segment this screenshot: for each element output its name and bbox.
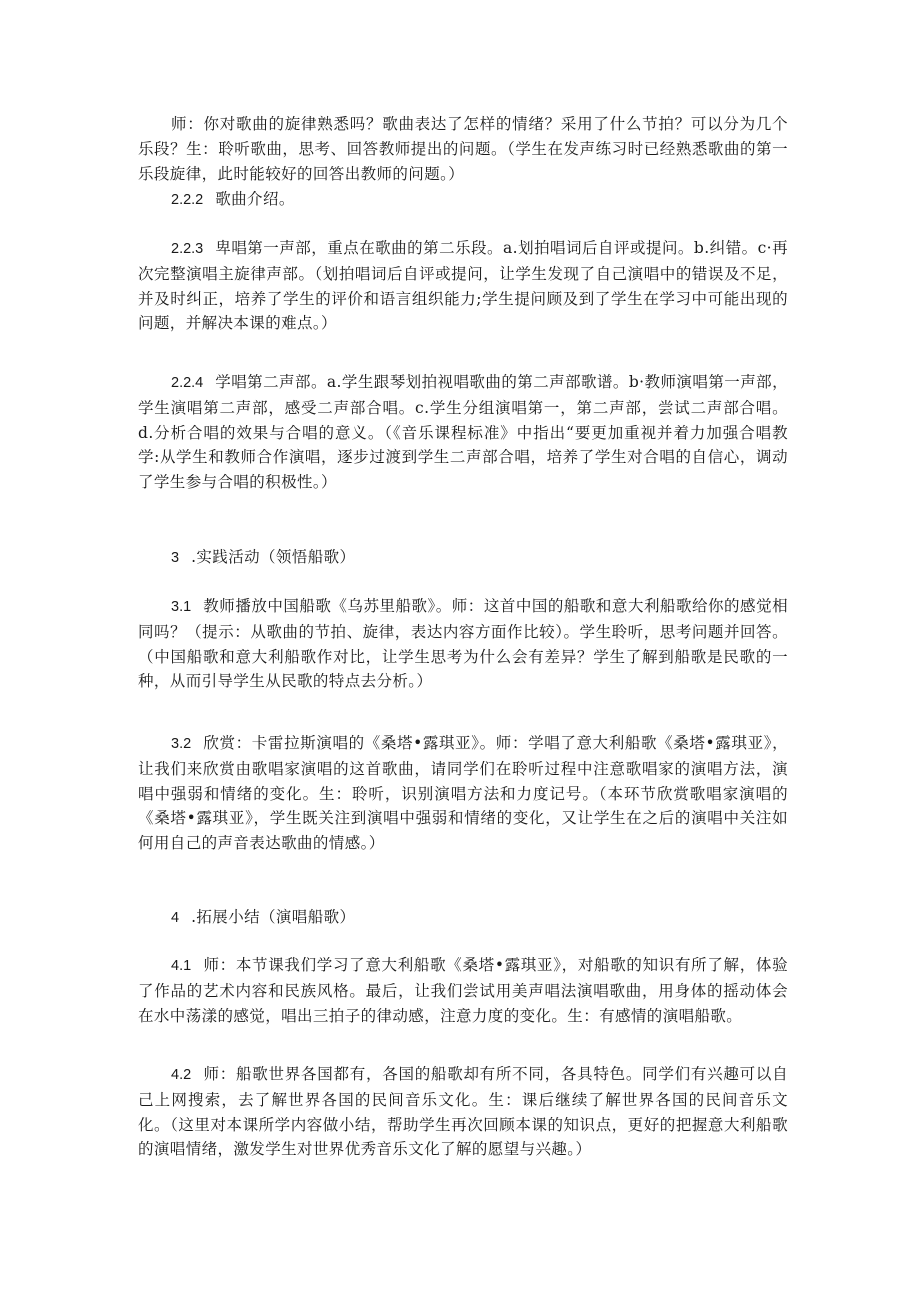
section-text: 欣赏：卡雷拉斯演唱的《桑塔•露琪亚》。师：学唱了意大利船歌《桑塔•露琪亚》，让我们来欣赏由歌唱家演唱的这首歌曲，请同学们在聆听过程中注意歌唱家的演唱方法，演唱中强弱和情绪的变化。生：聆听，识别演唱方法和力度记号。（本环节欣赏歌唱家演唱的《桑塔•露琪亚》，学生既关注到演唱中强弱和情绪的变化，又让学生在之后的演唱中关注如何用自己的声音表达歌曲的情感。） <box>138 734 788 853</box>
section-text: .实践活动（领悟船歌） <box>191 548 356 566</box>
section-4-2 <box>138 1062 788 1162</box>
section-text: 歌曲介绍。 <box>215 190 295 208</box>
section-2-2-2 <box>138 187 788 213</box>
section-4-heading <box>138 905 788 931</box>
paragraph-teacher-question <box>138 112 788 186</box>
section-number: 3.2 <box>171 736 192 752</box>
section-number: 2.2.4 <box>171 375 204 391</box>
section-3-heading <box>138 545 788 571</box>
section-text: 教师播放中国船歌《乌苏里船歌》。师：这首中国的船歌和意大利船歌给你的感觉相同吗？（提示：从歌曲的节拍、旋律，表达内容方面作比较）。学生聆听，思考问题并回答。（中国船歌和意大利船歌作对比，让学生思考为什么会有差异？学生了解到船歌是民歌的一种，从而引导学生从民歌的特点去分析。） <box>138 597 788 691</box>
section-text: 师：本节课我们学习了意大利船歌《桑塔•露琪亚》，对船歌的知识有所了解，体验了作品的艺术内容和民族风格。最后，让我们尝试用美声唱法演唱歌曲，用身体的摇动体会在水中荡漾的感觉，唱出三拍子的律动感，注意力度的变化。生：有感情的演唱船歌。 <box>138 956 788 1025</box>
section-2-2-4 <box>138 370 788 495</box>
section-3-1 <box>138 594 788 694</box>
section-number: 3 <box>171 550 180 566</box>
section-text: 学唱第二声部。a.学生跟琴划拍视唱歌曲的第二声部歌谱。b·教师演唱第一声部，学生演唱第二声部，感受二声部合唱。c.学生分组演唱第一，第二声部，尝试二声部合唱。d.分析合唱的效果与合唱的意义。（《音乐课程标准》中指出“要更加重视并着力加强合唱教学:从学生和教师合作演唱，逐步过渡到学生二声部合唱，培养了学生对合唱的自信心，调动了学生参与合唱的积极性。） <box>138 373 788 492</box>
section-number: 2.2.2 <box>171 192 204 208</box>
section-3-2 <box>138 731 788 856</box>
section-number: 4.1 <box>171 958 192 974</box>
section-number: 4.2 <box>171 1067 192 1083</box>
section-number: 3.1 <box>171 599 192 615</box>
section-text: 师：船歌世界各国都有，各国的船歌却有所不同，各具特色。同学们有兴趣可以自己上网搜索，去了解世界各国的民间音乐文化。生：课后继续了解世界各国的民间音乐文化。（这里对本课所学内容做小结，帮助学生再次回顾本课的知识点，更好的把握意大利船歌的演唱情绪，激发学生对世界优秀音乐文化了解的愿望与兴趣。） <box>138 1065 788 1159</box>
section-text: 卑唱第一声部，重点在歌曲的第二乐段。a.划拍唱词后自评或提问。b.纠错。c·再次完整演唱主旋律声部。（划拍唱词后自评或提问，让学生发现了自己演唱中的错误及不足，并及时纠正，培养了学生的评价和语言组织能力;学生提问顾及到了学生在学习中可能出现的问题，并解决本课的难点。） <box>138 239 788 333</box>
section-2-2-3 <box>138 236 788 336</box>
section-text: .拓展小结（演唱船歌） <box>191 908 356 926</box>
paragraph-text: 师：你对歌曲的旋律熟悉吗？歌曲表达了怎样的情绪？采用了什么节拍？可以分为几个乐段？生：聆听歌曲，思考、回答教师提出的问题。（学生在发声练习时已经熟悉歌曲的第一乐段旋律，此时能较好的回答出教师的问题。） <box>138 115 788 183</box>
section-number: 4 <box>171 910 180 926</box>
section-4-1 <box>138 953 788 1028</box>
section-number: 2.2.3 <box>171 241 204 257</box>
